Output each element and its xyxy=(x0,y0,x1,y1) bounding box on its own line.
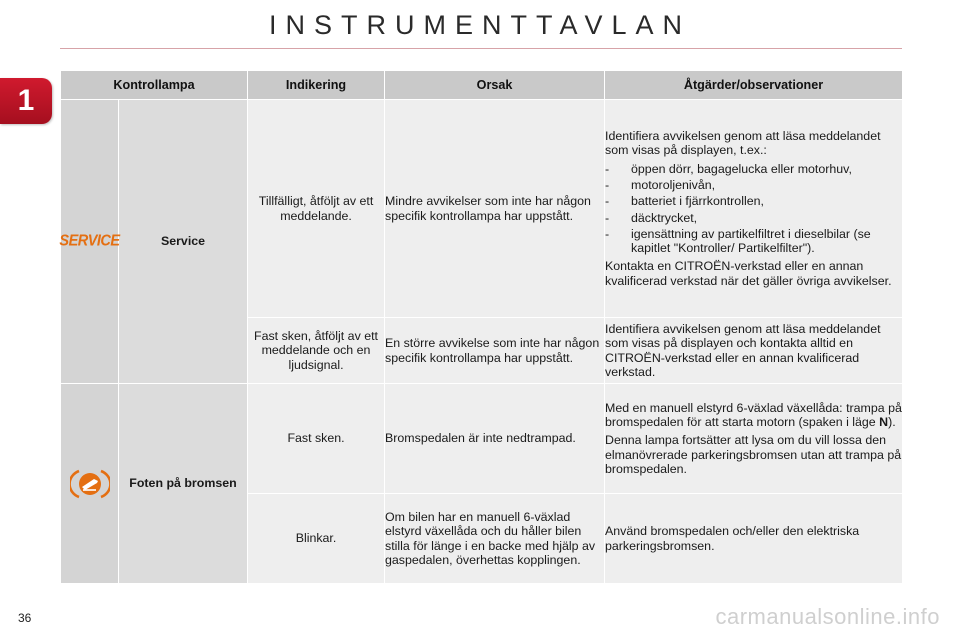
chapter-number: 1 xyxy=(17,84,35,117)
service-action-1 xyxy=(605,100,903,318)
brake-lamp-cell xyxy=(61,384,119,584)
service-action-intro: Identifiera avvikelsen genom att läsa meddelandet som visas på displayen, t.ex.: xyxy=(605,129,881,158)
list-item: - batteriet i fjärrkontrollen, xyxy=(605,194,902,208)
service-warning-icon: SERVICE xyxy=(59,232,120,250)
service-lamp-name: Service xyxy=(119,100,248,384)
brake-cause-1: Bromspedalen är inte nedtrampad. xyxy=(385,384,605,494)
page-title: INSTRUMENTTAVLAN xyxy=(268,10,691,40)
header-indikering: Indikering xyxy=(248,71,385,100)
service-action-outro: Kontakta en CITROËN-verkstad eller en annan kvalificerad verkstad när det gäller övriga avvikelser. xyxy=(605,259,892,288)
list-item: - motoroljenivån, xyxy=(605,178,902,192)
header-orsak: Orsak xyxy=(385,71,605,100)
service-action-list xyxy=(605,162,902,256)
list-item: - igensättning av partikelfiltret i dieselbilar (se kapitlet "Kontroller/ Partikelfilter"). xyxy=(605,227,902,256)
brake-action-p1: Med en manuell elstyrd 6-växlad växellåda: trampa på bromspedalen för att starta motorn (spaken i läge N). xyxy=(605,400,902,430)
page-number: 36 xyxy=(18,611,32,625)
table-row xyxy=(61,100,903,318)
brake-action-p2: Denna lampa fortsätter att lysa om du vill lossa den elmanövrerade parkeringsbromsen utan att trampa på bromspedalen. xyxy=(605,433,902,476)
brake-indication-1: Fast sken. xyxy=(248,384,385,494)
list-item: - öppen dörr, bagagelucka eller motorhuv, xyxy=(605,162,902,176)
gear-position-label: N xyxy=(879,415,889,430)
header-atgarder: Åtgärder/observationer xyxy=(605,71,903,100)
service-action-2: Identifiera avvikelsen genom att läsa meddelandet som visas på displayen och kontakta alltid en CITROËN-verkstad eller en annan kvalificerad verkstad. xyxy=(605,318,903,384)
header-kontrollampa: Kontrollampa xyxy=(61,71,248,100)
service-lamp-cell xyxy=(61,100,119,384)
list-item: - däcktrycket, xyxy=(605,211,902,225)
brake-indication-2: Blinkar. xyxy=(248,494,385,584)
brake-lamp-name: Foten på bromsen xyxy=(119,384,248,584)
warning-lamp-table xyxy=(60,70,903,584)
table-header-row xyxy=(61,71,903,100)
service-cause-1: Mindre avvikelser som inte har någon specifik kontrollampa har uppstått. xyxy=(385,100,605,318)
brake-action-1 xyxy=(605,384,903,494)
brake-cause-2: Om bilen har en manuell 6-växlad elstyrd växellåda och du håller bilen stilla för länge i en backe med hjälp av gaspedalen, överhettas kopplingen. xyxy=(385,494,605,584)
service-cause-2: En större avvikelse som inte har någon specifik kontrollampa har uppstått. xyxy=(385,318,605,384)
service-indication-1: Tillfälligt, åtföljt av ett meddelande. xyxy=(248,100,385,318)
brake-action-2: Använd bromspedalen och/eller den elektriska parkeringsbromsen. xyxy=(605,494,903,584)
chapter-tab xyxy=(0,78,52,124)
service-indication-2: Fast sken, åtföljt av ett meddelande och en ljudsignal. xyxy=(248,318,385,384)
watermark: carmanualsonline.info xyxy=(715,604,940,629)
title-divider xyxy=(60,48,902,49)
foot-on-brake-icon xyxy=(70,468,110,500)
table-row xyxy=(61,384,903,494)
